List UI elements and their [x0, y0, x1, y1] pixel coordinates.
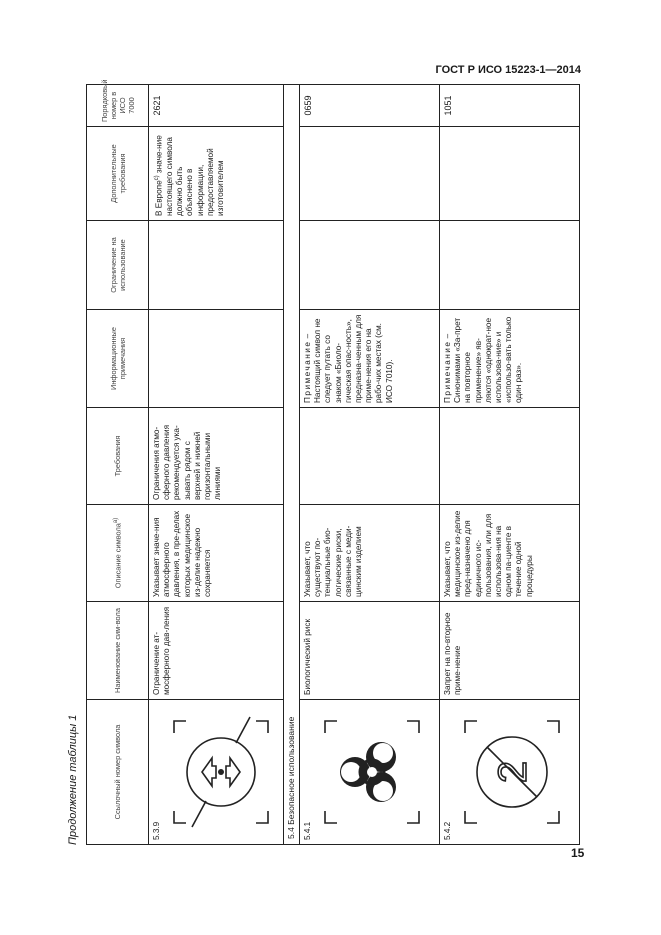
restrictions-cell	[300, 221, 440, 310]
requirements-cell	[440, 408, 580, 505]
iso7000-cell: 1051	[440, 85, 580, 127]
table-row	[300, 85, 440, 845]
ref-cell	[440, 700, 580, 845]
rotated-table-block	[64, 79, 552, 845]
symbol-cell	[457, 704, 569, 840]
iso7000-cell: 0659	[300, 85, 440, 127]
notes-cell: Примечание – Синонимами «За-прет на повторное применение» яв-ляются «однократ-ное использова-ние» и «использо-вать только один раз».	[440, 310, 580, 408]
ref-cell	[300, 700, 440, 845]
symbol-table	[86, 79, 580, 845]
requirements-cell	[300, 408, 440, 505]
col-header-additional: Дополнительные требования	[87, 127, 149, 221]
section-title: 5.4 Безопасное использование	[284, 85, 300, 845]
notes-cell	[149, 310, 284, 408]
table-header-row	[87, 85, 149, 845]
col-header-iso7000: Порядковый номер в ИСО 7000	[87, 85, 149, 127]
ref-cell	[149, 700, 284, 845]
restrictions-cell	[149, 221, 284, 310]
additional-cell	[440, 127, 580, 221]
col-header-ref: Ссылочный номер символа	[87, 700, 149, 845]
ref-number: 5.3.9	[152, 821, 161, 840]
pressure-limit-icon	[166, 713, 276, 831]
biohazard-icon	[317, 713, 427, 831]
ref-number: 5.4.1	[303, 821, 312, 840]
col-header-description: Описание символа$^{а)}$	[87, 505, 149, 602]
requirements-cell: Ограничения атмо-сферного давления рекомендуется ука-зывать рядом с верхней и нижней горизонтальными линиями	[149, 408, 284, 505]
table-row	[440, 85, 580, 845]
description-cell: Указывает, что медицинское из-делие пред-назначено для единичного ис-пользования, или для использова-ния на одном па-циенте в течение одной процедуры	[440, 505, 580, 602]
section-row	[284, 85, 300, 845]
name-cell: Запрет на по-вторное приме-нение	[440, 602, 580, 700]
restrictions-cell	[440, 221, 580, 310]
do-not-reuse-icon	[457, 713, 567, 831]
col-header-requirements: Требования	[87, 408, 149, 505]
additional-cell	[300, 127, 440, 221]
notes-cell: Примечание – Настоящий символ не следует путать со знаком «Биоло-гическая опас-ность», предназна-ченным для приме-нения его на рабо-чих местах (см. ИСО 7010).	[300, 310, 440, 408]
description-cell: Указывает, что существуют по-тенциальные био-логические риски, связанные с меди-цинским изделием	[300, 505, 440, 602]
symbol-cell	[317, 704, 429, 840]
name-cell: Ограничение ат-мосферного дав-ления	[149, 602, 284, 700]
standard-header: ГОСТ Р ИСО 15223-1—2014	[435, 64, 581, 76]
page-number: 15	[571, 846, 585, 860]
description-cell: Указывает значе-ния атмосферного давления, в пре-делах которых медицинское из-делие надежно сохраняется	[149, 505, 284, 602]
iso7000-cell: 2621	[149, 85, 284, 127]
svg-text:2: 2	[491, 760, 536, 784]
col-header-name: Наименование сим-вола	[87, 602, 149, 700]
ref-number: 5.4.2	[443, 821, 452, 840]
table-continuation-caption: Продолжение таблицы 1	[67, 714, 79, 845]
table-row	[149, 85, 284, 845]
symbol-cell	[166, 704, 278, 840]
description-superscript: а)	[113, 517, 120, 524]
name-cell: Биологический риск	[300, 602, 440, 700]
additional-cell: В Европе$^{с)}$ значе-ние настоящего символа должно быть объяснено в информации, предоставляемой изготовителем	[149, 127, 284, 221]
col-header-restrictions: Ограничение на использование	[87, 221, 149, 310]
col-header-notes: Информационные примечания	[87, 310, 149, 408]
